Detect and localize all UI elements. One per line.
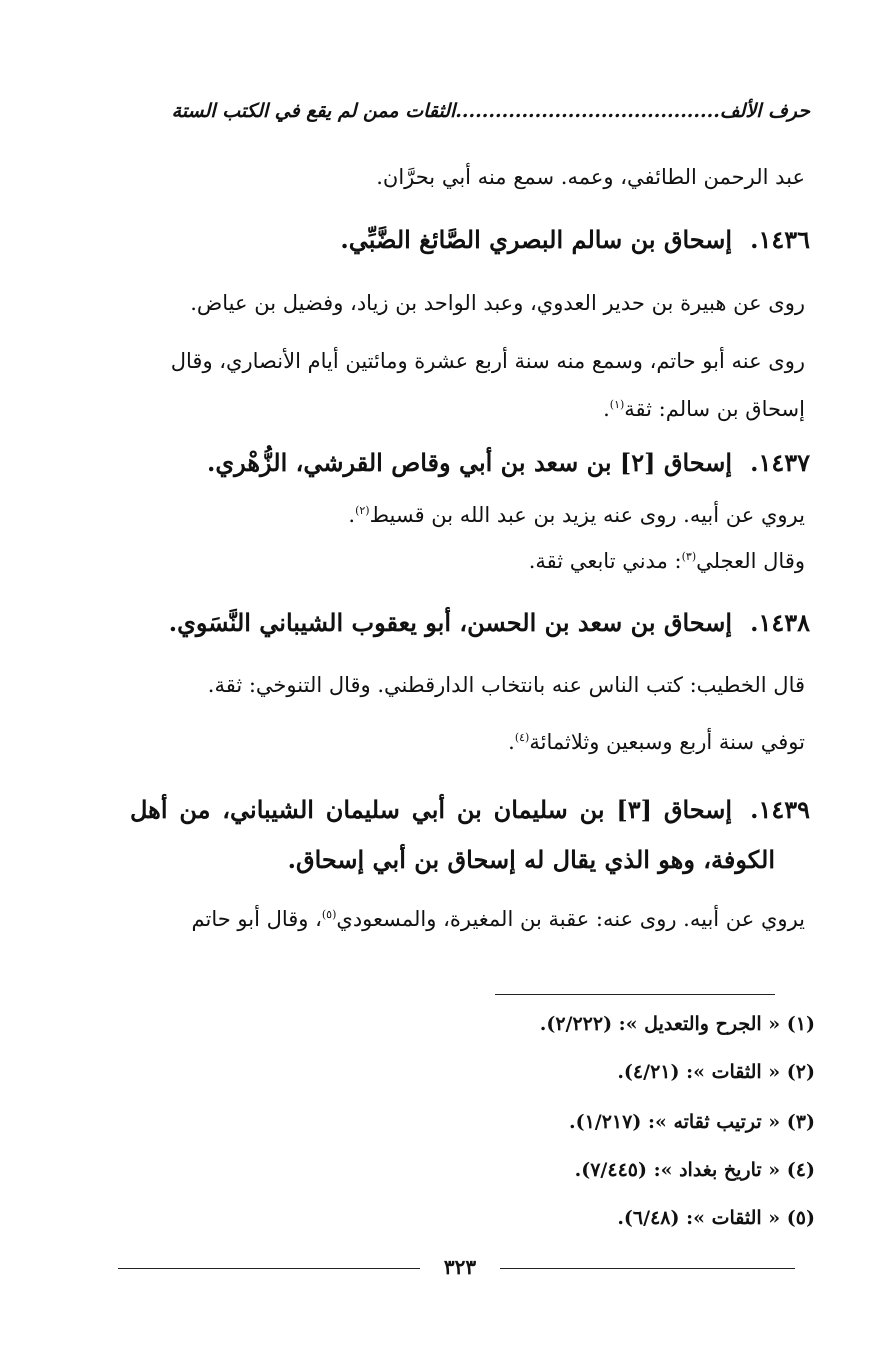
text-line [348, 503, 805, 527]
text-run: يروي عن أبيه. روى عنه يزيد بن عبد الله بن قسيط [369, 503, 805, 527]
text-line [508, 730, 805, 754]
text-line: قال الخطيب: كتب الناس عنه بانتخاب الدارقطني. وقال التنوخي: ثقة. [207, 673, 805, 697]
text-line [603, 397, 805, 421]
text-line [529, 549, 805, 573]
text-run: . [508, 730, 515, 754]
entry-heading: إسحاق بن سالم البصري الصَّائغ الضَّبِّي. [340, 225, 733, 254]
bottom-rule-right [500, 1268, 795, 1269]
entry-number: ١٤٣٩. [750, 795, 810, 824]
entry-heading: إسحاق [٣] بن سليمان بن أبي سليمان الشيباني، من أهل [130, 795, 733, 824]
text-run: يروي عن أبيه. روى عنه: عقبة بن المغيرة، والمسعودي [336, 907, 805, 931]
footnote-ref: (٤) [514, 731, 530, 744]
text-run: . [348, 503, 356, 527]
footnote: (٢) « الثقات »: (٤/٢١). [617, 1061, 815, 1083]
footnote: (٣) « ترتيب ثقاته »: (١/٢١٧). [568, 1111, 815, 1133]
entry-title-1437 [207, 448, 810, 477]
footnote-ref: (٢) [355, 504, 370, 517]
text-line: روى عنه أبو حاتم، وسمع منه سنة أربع عشرة ومائتين أيام الأنصاري، وقال [170, 349, 805, 373]
text-run: : مدني تابعي ثقة. [528, 549, 682, 573]
entry-heading: إسحاق بن سعد بن الحسن، أبو يعقوب الشيباني النَّسَوي. [168, 608, 733, 637]
text-line: روى عن هبيرة بن حدير العدوي، وعبد الواحد بن زياد، وفضيل بن عياض. [190, 291, 805, 315]
text-run: وقال العجلي [696, 549, 805, 573]
footnote: (٤) « تاريخ بغداد »: (٧/٤٤٥). [574, 1159, 815, 1181]
footnote-ref: (١) [609, 398, 625, 411]
entry-title-1436 [340, 225, 810, 254]
entry-number: ١٤٣٧. [750, 448, 810, 477]
text-run: إسحاق بن سالم: ثقة [624, 397, 805, 421]
footnote-separator [495, 994, 775, 995]
footnote: (١) « الجرح والتعديل »: (٢/٢٢٢). [539, 1013, 815, 1035]
bottom-rule-left [118, 1268, 420, 1269]
entry-title-1439 [130, 795, 810, 824]
text-line [135, 907, 805, 931]
footnote-ref: (٥) [321, 908, 337, 921]
footnote-ref: (٣) [681, 550, 697, 563]
footnote: (٥) « الثقات »: (٦/٤٨). [617, 1207, 815, 1229]
entry-number: ١٤٣٨. [750, 608, 810, 637]
entry-title-1438 [169, 608, 810, 637]
text-run: توفي سنة أربع وسبعين وثلاثمائة [529, 730, 805, 754]
running-head: حرف الألف........................................الثقات ممن لم يقع في الكتب الستة [171, 100, 810, 122]
entry-title-1439-cont: الكوفة، وهو الذي يقال له إسحاق بن أبي إسحاق. [287, 845, 775, 874]
entry-heading: إسحاق [٢] بن سعد بن أبي وقاص القرشي، الزُّهْري. [207, 448, 733, 477]
entry-number: ١٤٣٦. [750, 225, 810, 254]
text-run: ، وقال أبو حاتم [191, 907, 322, 931]
text-run: . [603, 397, 610, 421]
page-number: ٣٢٣ [420, 1255, 500, 1279]
text-line-continuation: عبد الرحمن الطائفي، وعمه. سمع منه أبي بحرَّان. [376, 165, 805, 189]
